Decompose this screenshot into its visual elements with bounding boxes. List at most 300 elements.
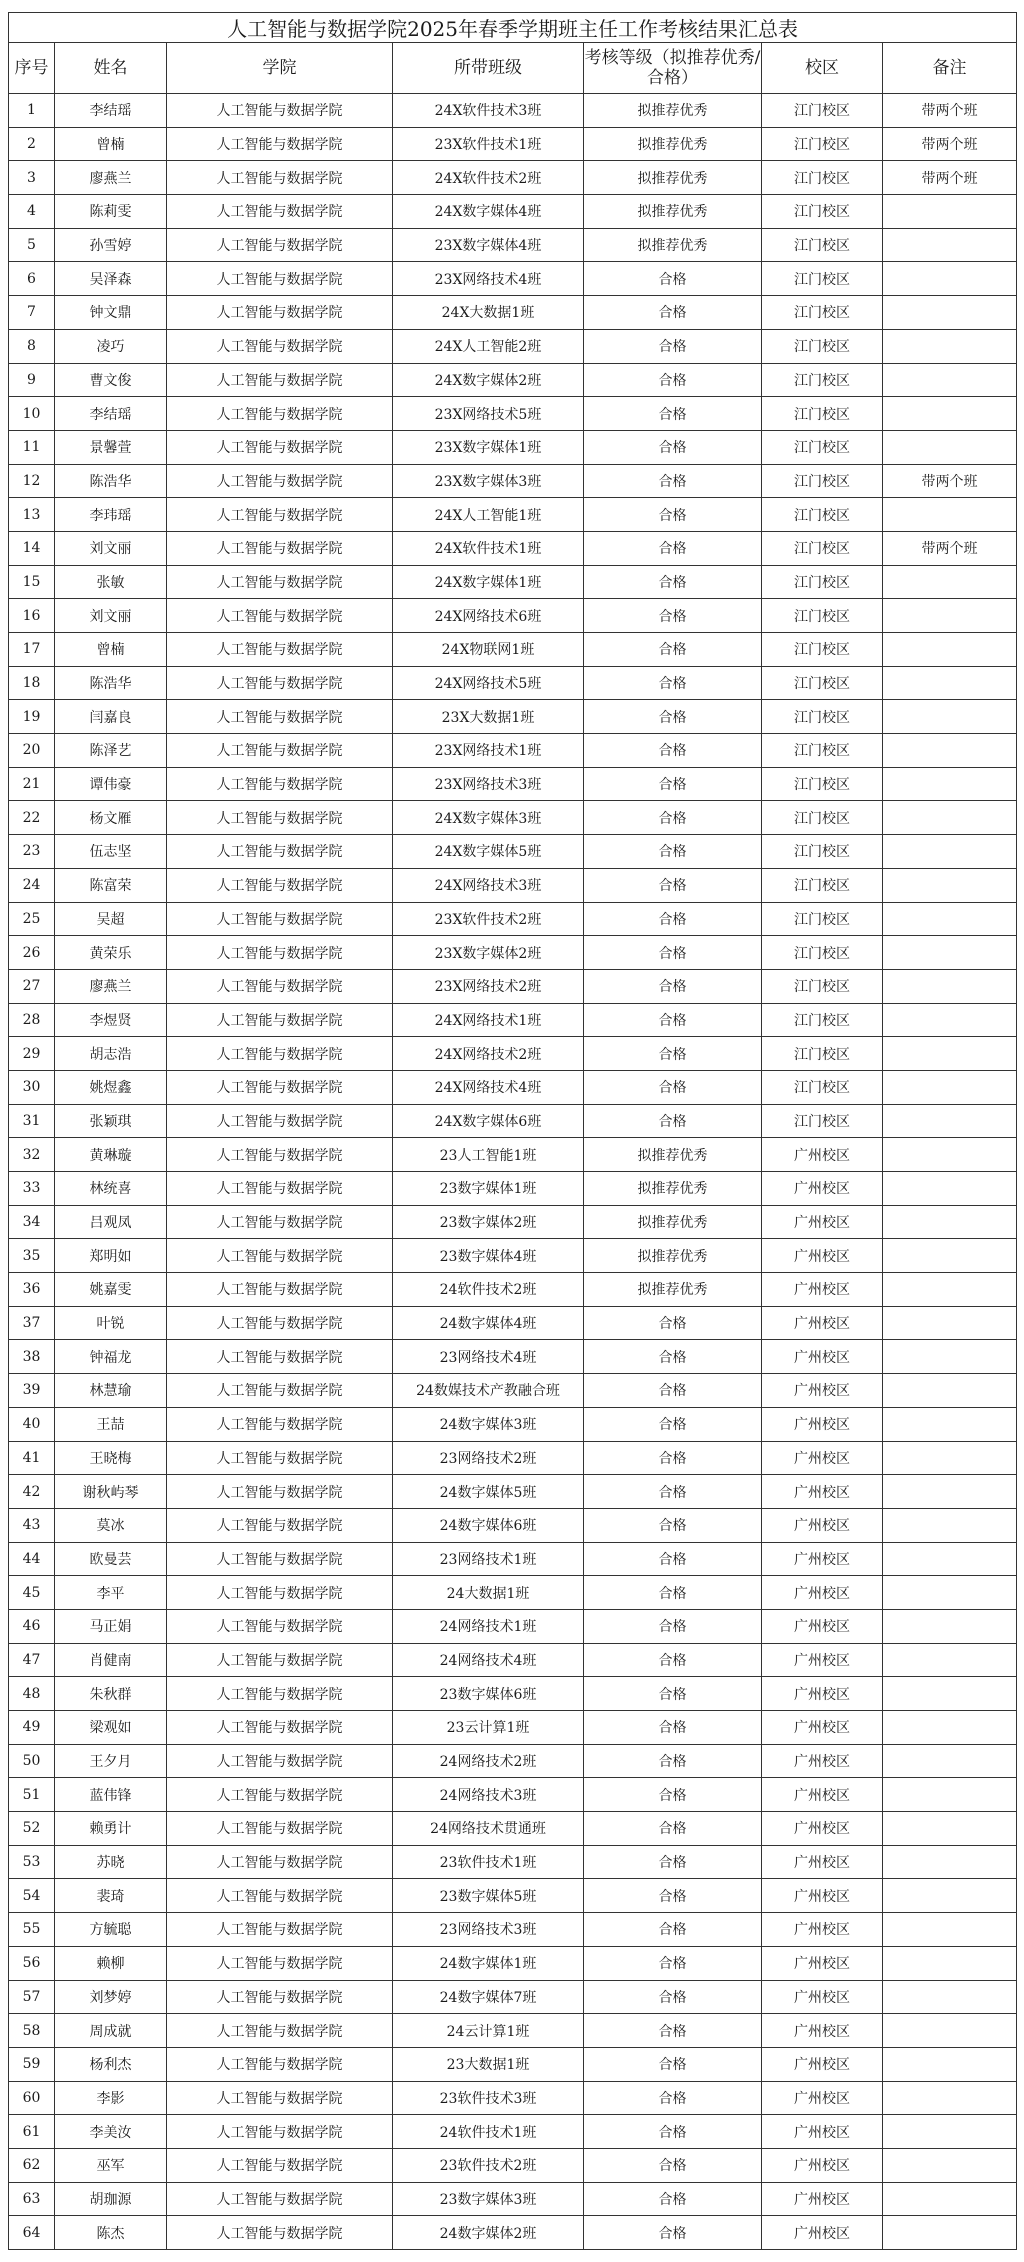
- cell-index: 41: [9, 1441, 55, 1475]
- cell-class: 23数字媒体6班: [393, 1677, 584, 1711]
- cell-grade: 合格: [584, 1980, 762, 2014]
- cell-name: 李玮瑶: [55, 498, 167, 532]
- cell-name: 曹文俊: [55, 363, 167, 397]
- cell-name: 陈浩华: [55, 464, 167, 498]
- cell-grade: 合格: [584, 936, 762, 970]
- table-title: 人工智能与数据学院2025年春季学期班主任工作考核结果汇总表: [9, 13, 1017, 43]
- cell-grade: 合格: [584, 1609, 762, 1643]
- cell-name: 李平: [55, 1576, 167, 1610]
- cell-grade: 合格: [584, 430, 762, 464]
- cell-index: 28: [9, 1003, 55, 1037]
- cell-remark: [883, 1239, 1017, 1273]
- cell-class: 24X数字媒体2班: [393, 363, 584, 397]
- cell-index: 24: [9, 868, 55, 902]
- cell-class: 23X软件技术2班: [393, 902, 584, 936]
- header-class: 所带班级: [393, 43, 584, 94]
- cell-name: 杨文雁: [55, 801, 167, 835]
- cell-campus: 江门校区: [762, 94, 883, 128]
- cell-college: 人工智能与数据学院: [167, 1475, 393, 1509]
- cell-grade: 合格: [584, 1070, 762, 1104]
- table-row: [9, 464, 1017, 498]
- cell-index: 53: [9, 1845, 55, 1879]
- cell-name: 朱秋群: [55, 1677, 167, 1711]
- table-row: [9, 1542, 1017, 1576]
- cell-name: 刘梦婷: [55, 1980, 167, 2014]
- cell-campus: 广州校区: [762, 1744, 883, 1778]
- cell-college: 人工智能与数据学院: [167, 127, 393, 161]
- cell-remark: [883, 1306, 1017, 1340]
- cell-college: 人工智能与数据学院: [167, 734, 393, 768]
- cell-name: 巫军: [55, 2148, 167, 2182]
- cell-grade: 合格: [584, 262, 762, 296]
- cell-campus: 江门校区: [762, 969, 883, 1003]
- header-college: 学院: [167, 43, 393, 94]
- table-row: [9, 262, 1017, 296]
- cell-class: 23软件技术1班: [393, 1845, 584, 1879]
- cell-grade: 合格: [584, 1542, 762, 1576]
- cell-class: 23X网络技术3班: [393, 767, 584, 801]
- cell-name: 胡志浩: [55, 1037, 167, 1071]
- cell-college: 人工智能与数据学院: [167, 262, 393, 296]
- cell-college: 人工智能与数据学院: [167, 1609, 393, 1643]
- cell-class: 23人工智能1班: [393, 1138, 584, 1172]
- cell-college: 人工智能与数据学院: [167, 498, 393, 532]
- table-row: [9, 1508, 1017, 1542]
- cell-grade: 拟推荐优秀: [584, 1172, 762, 1206]
- cell-remark: [883, 565, 1017, 599]
- cell-college: 人工智能与数据学院: [167, 1003, 393, 1037]
- cell-college: 人工智能与数据学院: [167, 1711, 393, 1745]
- cell-index: 37: [9, 1306, 55, 1340]
- cell-college: 人工智能与数据学院: [167, 161, 393, 195]
- cell-college: 人工智能与数据学院: [167, 767, 393, 801]
- table-row: [9, 767, 1017, 801]
- cell-grade: 合格: [584, 599, 762, 633]
- cell-class: 24X数字媒体1班: [393, 565, 584, 599]
- cell-class: 24数字媒体5班: [393, 1475, 584, 1509]
- cell-grade: 合格: [584, 734, 762, 768]
- cell-remark: [883, 262, 1017, 296]
- table-row: [9, 1643, 1017, 1677]
- cell-campus: 广州校区: [762, 1306, 883, 1340]
- cell-remark: [883, 1138, 1017, 1172]
- cell-remark: [883, 1475, 1017, 1509]
- cell-class: 24软件技术1班: [393, 2115, 584, 2149]
- cell-college: 人工智能与数据学院: [167, 1340, 393, 1374]
- cell-name: 赖勇计: [55, 1812, 167, 1846]
- cell-campus: 广州校区: [762, 1542, 883, 1576]
- cell-class: 23X网络技术1班: [393, 734, 584, 768]
- cell-remark: [883, 1273, 1017, 1307]
- cell-campus: 江门校区: [762, 228, 883, 262]
- cell-campus: 广州校区: [762, 2047, 883, 2081]
- cell-class: 24数字媒体3班: [393, 1407, 584, 1441]
- cell-remark: [883, 1879, 1017, 1913]
- cell-campus: 江门校区: [762, 1070, 883, 1104]
- cell-index: 54: [9, 1879, 55, 1913]
- cell-campus: 广州校区: [762, 1778, 883, 1812]
- table-row: [9, 161, 1017, 195]
- cell-index: 31: [9, 1104, 55, 1138]
- cell-grade: 合格: [584, 1508, 762, 1542]
- table-row: [9, 329, 1017, 363]
- cell-campus: 江门校区: [762, 666, 883, 700]
- cell-class: 23网络技术3班: [393, 1913, 584, 1947]
- cell-class: 24X物联网1班: [393, 633, 584, 667]
- cell-college: 人工智能与数据学院: [167, 936, 393, 970]
- cell-college: 人工智能与数据学院: [167, 195, 393, 229]
- table-row: [9, 565, 1017, 599]
- cell-index: 45: [9, 1576, 55, 1610]
- cell-remark: [883, 1845, 1017, 1879]
- cell-grade: 合格: [584, 1340, 762, 1374]
- table-row: [9, 868, 1017, 902]
- table-row: [9, 936, 1017, 970]
- cell-remark: [883, 599, 1017, 633]
- table-row: [9, 430, 1017, 464]
- cell-class: 24软件技术2班: [393, 1273, 584, 1307]
- cell-index: 33: [9, 1172, 55, 1206]
- cell-index: 50: [9, 1744, 55, 1778]
- cell-college: 人工智能与数据学院: [167, 599, 393, 633]
- cell-college: 人工智能与数据学院: [167, 1306, 393, 1340]
- cell-college: 人工智能与数据学院: [167, 1576, 393, 1610]
- header-grade: 考核等级（拟推荐优秀/合格）: [584, 43, 762, 94]
- cell-class: 23X网络技术5班: [393, 397, 584, 431]
- table-row: [9, 1609, 1017, 1643]
- cell-class: 24X数字媒体6班: [393, 1104, 584, 1138]
- cell-class: 24数媒技术产教融合班: [393, 1374, 584, 1408]
- cell-campus: 广州校区: [762, 1374, 883, 1408]
- cell-campus: 广州校区: [762, 2148, 883, 2182]
- cell-grade: 合格: [584, 531, 762, 565]
- cell-remark: [883, 969, 1017, 1003]
- table-row: [9, 1205, 1017, 1239]
- cell-college: 人工智能与数据学院: [167, 2216, 393, 2250]
- table-row: [9, 1306, 1017, 1340]
- cell-name: 赖柳: [55, 1946, 167, 1980]
- cell-name: 曾楠: [55, 633, 167, 667]
- table-row: [9, 1980, 1017, 2014]
- cell-remark: [883, 1441, 1017, 1475]
- cell-class: 23X数字媒体1班: [393, 430, 584, 464]
- cell-grade: 合格: [584, 767, 762, 801]
- cell-remark: [883, 1508, 1017, 1542]
- cell-college: 人工智能与数据学院: [167, 228, 393, 262]
- cell-remark: [883, 1003, 1017, 1037]
- cell-remark: [883, 936, 1017, 970]
- cell-college: 人工智能与数据学院: [167, 1812, 393, 1846]
- cell-remark: [883, 397, 1017, 431]
- cell-remark: [883, 1340, 1017, 1374]
- cell-index: 39: [9, 1374, 55, 1408]
- table-row: [9, 296, 1017, 330]
- table-row: [9, 195, 1017, 229]
- cell-campus: 广州校区: [762, 1980, 883, 2014]
- cell-campus: 江门校区: [762, 599, 883, 633]
- cell-name: 谭伟豪: [55, 767, 167, 801]
- cell-college: 人工智能与数据学院: [167, 94, 393, 128]
- cell-remark: [883, 835, 1017, 869]
- table-row: [9, 734, 1017, 768]
- cell-campus: 广州校区: [762, 1711, 883, 1745]
- cell-remark: [883, 1778, 1017, 1812]
- cell-class: 23X数字媒体3班: [393, 464, 584, 498]
- cell-campus: 广州校区: [762, 1677, 883, 1711]
- cell-name: 谢秋屿琴: [55, 1475, 167, 1509]
- cell-grade: 合格: [584, 801, 762, 835]
- cell-campus: 江门校区: [762, 363, 883, 397]
- cell-index: 1: [9, 94, 55, 128]
- cell-name: 苏晓: [55, 1845, 167, 1879]
- cell-index: 36: [9, 1273, 55, 1307]
- cell-class: 23X软件技术1班: [393, 127, 584, 161]
- cell-grade: 合格: [584, 1441, 762, 1475]
- cell-college: 人工智能与数据学院: [167, 1407, 393, 1441]
- cell-college: 人工智能与数据学院: [167, 1239, 393, 1273]
- cell-campus: 广州校区: [762, 2115, 883, 2149]
- cell-name: 王喆: [55, 1407, 167, 1441]
- cell-class: 24X数字媒体3班: [393, 801, 584, 835]
- cell-class: 23X大数据1班: [393, 700, 584, 734]
- table-row: [9, 1104, 1017, 1138]
- cell-class: 23X网络技术2班: [393, 969, 584, 1003]
- cell-class: 24X软件技术1班: [393, 531, 584, 565]
- cell-college: 人工智能与数据学院: [167, 531, 393, 565]
- cell-campus: 广州校区: [762, 1239, 883, 1273]
- cell-college: 人工智能与数据学院: [167, 430, 393, 464]
- cell-grade: 合格: [584, 1374, 762, 1408]
- cell-college: 人工智能与数据学院: [167, 1273, 393, 1307]
- cell-name: 钟文鼎: [55, 296, 167, 330]
- cell-class: 23网络技术2班: [393, 1441, 584, 1475]
- cell-grade: 合格: [584, 464, 762, 498]
- cell-index: 22: [9, 801, 55, 835]
- cell-campus: 广州校区: [762, 1913, 883, 1947]
- cell-grade: 合格: [584, 1576, 762, 1610]
- cell-class: 24X数字媒体4班: [393, 195, 584, 229]
- cell-name: 张敏: [55, 565, 167, 599]
- cell-grade: 合格: [584, 329, 762, 363]
- cell-remark: [883, 430, 1017, 464]
- table-row: [9, 1273, 1017, 1307]
- cell-index: 25: [9, 902, 55, 936]
- table-row: [9, 228, 1017, 262]
- cell-index: 21: [9, 767, 55, 801]
- cell-index: 63: [9, 2182, 55, 2216]
- cell-campus: 江门校区: [762, 902, 883, 936]
- cell-name: 吴超: [55, 902, 167, 936]
- table-body: [9, 94, 1017, 2250]
- table-row: [9, 1003, 1017, 1037]
- cell-college: 人工智能与数据学院: [167, 700, 393, 734]
- header-remark: 备注: [883, 43, 1017, 94]
- cell-campus: 江门校区: [762, 498, 883, 532]
- cell-grade: 合格: [584, 835, 762, 869]
- cell-remark: [883, 296, 1017, 330]
- cell-grade: 拟推荐优秀: [584, 1273, 762, 1307]
- cell-remark: [883, 902, 1017, 936]
- cell-class: 24X网络技术4班: [393, 1070, 584, 1104]
- cell-remark: [883, 801, 1017, 835]
- cell-college: 人工智能与数据学院: [167, 397, 393, 431]
- cell-campus: 广州校区: [762, 1441, 883, 1475]
- cell-index: 57: [9, 1980, 55, 2014]
- cell-index: 3: [9, 161, 55, 195]
- cell-grade: 合格: [584, 868, 762, 902]
- cell-grade: 合格: [584, 1778, 762, 1812]
- cell-remark: [883, 633, 1017, 667]
- cell-college: 人工智能与数据学院: [167, 1138, 393, 1172]
- cell-index: 30: [9, 1070, 55, 1104]
- cell-campus: 江门校区: [762, 835, 883, 869]
- cell-name: 肖健南: [55, 1643, 167, 1677]
- cell-index: 16: [9, 599, 55, 633]
- cell-campus: 广州校区: [762, 1879, 883, 1913]
- cell-campus: 江门校区: [762, 767, 883, 801]
- cell-class: 23数字媒体4班: [393, 1239, 584, 1273]
- cell-college: 人工智能与数据学院: [167, 1070, 393, 1104]
- table-row: [9, 1778, 1017, 1812]
- cell-name: 胡珈源: [55, 2182, 167, 2216]
- cell-class: 24X数字媒体5班: [393, 835, 584, 869]
- cell-college: 人工智能与数据学院: [167, 296, 393, 330]
- cell-class: 24数字媒体7班: [393, 1980, 584, 2014]
- cell-grade: 合格: [584, 1306, 762, 1340]
- table-row: [9, 1037, 1017, 1071]
- cell-name: 李美汝: [55, 2115, 167, 2149]
- cell-grade: 合格: [584, 969, 762, 1003]
- cell-grade: 合格: [584, 2014, 762, 2048]
- cell-college: 人工智能与数据学院: [167, 1980, 393, 2014]
- cell-grade: 合格: [584, 1475, 762, 1509]
- cell-index: 19: [9, 700, 55, 734]
- cell-index: 4: [9, 195, 55, 229]
- table-row: [9, 363, 1017, 397]
- cell-remark: [883, 2081, 1017, 2115]
- cell-name: 王夕月: [55, 1744, 167, 1778]
- cell-grade: 合格: [584, 1879, 762, 1913]
- cell-index: 38: [9, 1340, 55, 1374]
- table-row: [9, 1340, 1017, 1374]
- cell-grade: 合格: [584, 1711, 762, 1745]
- cell-class: 23网络技术1班: [393, 1542, 584, 1576]
- cell-remark: [883, 1744, 1017, 1778]
- cell-remark: [883, 1104, 1017, 1138]
- cell-remark: [883, 767, 1017, 801]
- cell-college: 人工智能与数据学院: [167, 2115, 393, 2149]
- cell-college: 人工智能与数据学院: [167, 2148, 393, 2182]
- cell-campus: 广州校区: [762, 1407, 883, 1441]
- cell-grade: 合格: [584, 1812, 762, 1846]
- cell-name: 钟福龙: [55, 1340, 167, 1374]
- cell-class: 24数字媒体4班: [393, 1306, 584, 1340]
- cell-campus: 江门校区: [762, 734, 883, 768]
- cell-name: 叶锐: [55, 1306, 167, 1340]
- cell-index: 35: [9, 1239, 55, 1273]
- table-row: [9, 2182, 1017, 2216]
- cell-remark: [883, 1913, 1017, 1947]
- cell-class: 24数字媒体2班: [393, 2216, 584, 2250]
- cell-index: 42: [9, 1475, 55, 1509]
- cell-name: 黄琳璇: [55, 1138, 167, 1172]
- cell-index: 43: [9, 1508, 55, 1542]
- cell-index: 61: [9, 2115, 55, 2149]
- cell-class: 23网络技术4班: [393, 1340, 584, 1374]
- cell-campus: 广州校区: [762, 1609, 883, 1643]
- cell-college: 人工智能与数据学院: [167, 2014, 393, 2048]
- cell-index: 5: [9, 228, 55, 262]
- cell-remark: [883, 1542, 1017, 1576]
- cell-class: 23数字媒体5班: [393, 1879, 584, 1913]
- cell-grade: 拟推荐优秀: [584, 1205, 762, 1239]
- cell-grade: 合格: [584, 1407, 762, 1441]
- cell-college: 人工智能与数据学院: [167, 1778, 393, 1812]
- cell-name: 景馨萱: [55, 430, 167, 464]
- cell-campus: 江门校区: [762, 464, 883, 498]
- cell-name: 陈富荣: [55, 868, 167, 902]
- table-row: [9, 2216, 1017, 2250]
- cell-class: 23数字媒体3班: [393, 2182, 584, 2216]
- cell-name: 曾楠: [55, 127, 167, 161]
- cell-campus: 广州校区: [762, 1812, 883, 1846]
- cell-class: 24数字媒体6班: [393, 1508, 584, 1542]
- cell-remark: [883, 1172, 1017, 1206]
- cell-name: 王晓梅: [55, 1441, 167, 1475]
- cell-index: 32: [9, 1138, 55, 1172]
- cell-grade: 合格: [584, 363, 762, 397]
- cell-index: 58: [9, 2014, 55, 2048]
- cell-class: 23软件技术3班: [393, 2081, 584, 2115]
- cell-grade: 合格: [584, 2182, 762, 2216]
- cell-campus: 广州校区: [762, 1138, 883, 1172]
- cell-index: 29: [9, 1037, 55, 1071]
- cell-campus: 江门校区: [762, 397, 883, 431]
- cell-grade: 拟推荐优秀: [584, 1138, 762, 1172]
- cell-college: 人工智能与数据学院: [167, 1677, 393, 1711]
- cell-name: 莫冰: [55, 1508, 167, 1542]
- cell-remark: [883, 2047, 1017, 2081]
- cell-remark: 带两个班: [883, 161, 1017, 195]
- cell-remark: 带两个班: [883, 127, 1017, 161]
- cell-index: 62: [9, 2148, 55, 2182]
- cell-name: 林慧瑜: [55, 1374, 167, 1408]
- cell-remark: [883, 363, 1017, 397]
- cell-class: 24云计算1班: [393, 2014, 584, 2048]
- cell-class: 24网络技术2班: [393, 1744, 584, 1778]
- cell-college: 人工智能与数据学院: [167, 329, 393, 363]
- table-row: [9, 1913, 1017, 1947]
- cell-index: 56: [9, 1946, 55, 1980]
- cell-grade: 合格: [584, 1104, 762, 1138]
- cell-campus: 江门校区: [762, 262, 883, 296]
- cell-name: 刘文丽: [55, 531, 167, 565]
- table-row: [9, 666, 1017, 700]
- table-row: [9, 1946, 1017, 1980]
- cell-remark: [883, 329, 1017, 363]
- cell-remark: [883, 1946, 1017, 1980]
- cell-name: 凌巧: [55, 329, 167, 363]
- cell-grade: 合格: [584, 2216, 762, 2250]
- cell-name: 闫嘉良: [55, 700, 167, 734]
- table-row: [9, 633, 1017, 667]
- cell-campus: 江门校区: [762, 633, 883, 667]
- cell-grade: 合格: [584, 700, 762, 734]
- cell-grade: 拟推荐优秀: [584, 127, 762, 161]
- cell-index: 55: [9, 1913, 55, 1947]
- cell-remark: [883, 2148, 1017, 2182]
- cell-index: 34: [9, 1205, 55, 1239]
